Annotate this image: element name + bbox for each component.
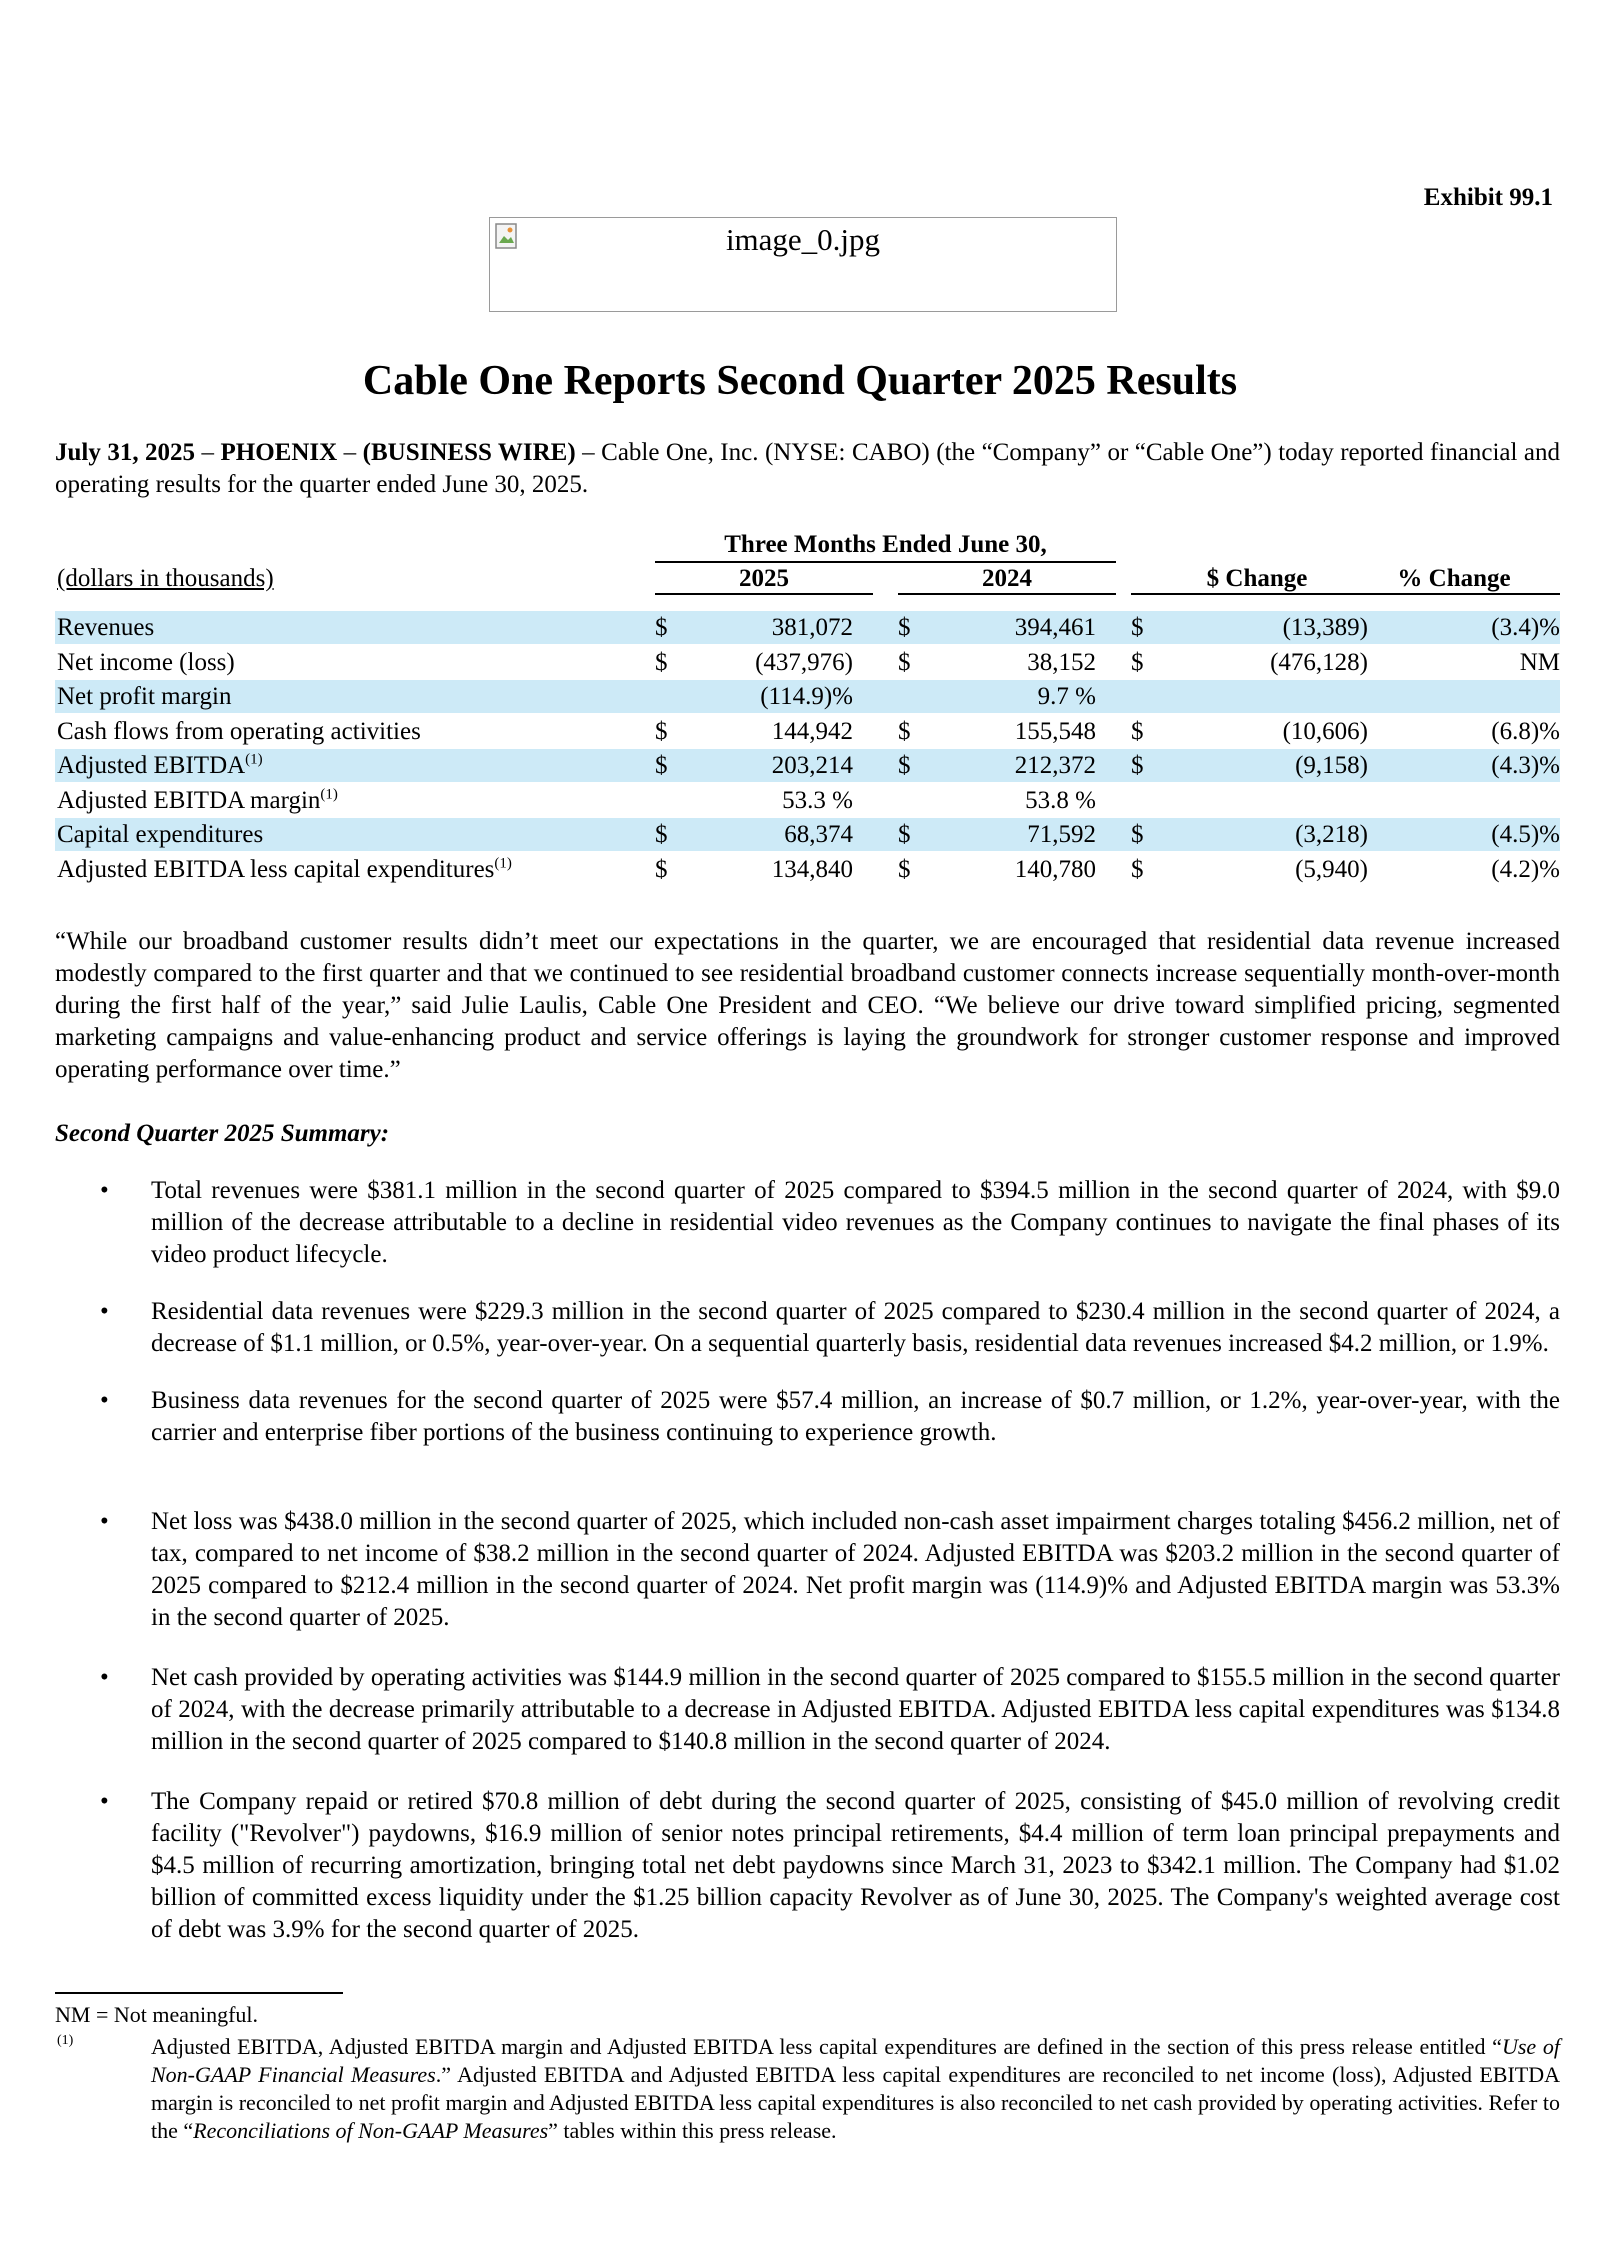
currency-2024: $ (898, 855, 911, 883)
value-2025: 53.3 % (782, 786, 853, 814)
ceo-quote: “While our broadband customer results didn’t meet our expectations in the quarter, we are encouraged that residential data revenue increased modestly compared to the first quarter and that we continued to see residential broadband customer connects increase sequentially month-over-month during the first half of the year,” said Julie Laulis, Cable One President and CEO. “We believe our drive toward simplified pricing, segmented marketing campaigns and value-enhancing product and service offerings is laying the groundwork for stronger customer response and improved operating performance over time.” (55, 928, 1560, 1083)
footnote-text (151, 2033, 1560, 2145)
column-header-dollar-change: $ Change (1131, 565, 1383, 595)
table-row (55, 784, 1560, 817)
intro-paragraph (55, 437, 1560, 501)
row-label-text: Revenues (57, 614, 155, 641)
currency-2024: $ (898, 752, 911, 779)
footnote-text-part: Adjusted EBITDA, Adjusted EBITDA margin and Adjusted EBITDA less capital expenditures are defined in the section of this press release entitled “ (151, 2034, 1502, 2059)
table-row (55, 749, 1560, 782)
value-2024: 38,152 (1027, 648, 1096, 676)
row-label-text: Adjusted EBITDA less capital expenditures (57, 855, 495, 883)
value-2024: 155,548 (1014, 717, 1096, 745)
table-header-row (55, 563, 1560, 593)
footnote-marker: (1) (57, 2033, 74, 2048)
list-item (55, 1385, 1560, 1449)
bullet-icon: • (100, 1508, 109, 1535)
footnote-nm: NM = Not meaningful. (55, 2002, 259, 2027)
bullet-text: The Company repaid or retired $70.8 million of debt during the second quarter of 2025, consisting of $45.0 million of revolving credit facility ("Revolver") paydowns, $16.9 million of senior notes principal retirements, $4.4 million of term loan principal prepayments and $4.5 million of recurring amortization, bringing total net debt paydowns since March 31, 2023 to $342.1 million. The Company had $1.02 billion of committed excess liquidity under the $1.25 billion capacity Revolver as of June 30, 2025. The Company's weighted average cost of debt was 3.9% for the second quarter of 2025. (151, 1788, 1560, 1943)
page-title: Cable One Reports Second Quarter 2025 Results (362, 358, 1238, 404)
value-2024: 9.7 % (1037, 683, 1096, 710)
currency-2024: $ (898, 717, 911, 745)
row-label-text: Capital expenditures (57, 821, 264, 848)
bullet-icon: • (100, 1387, 109, 1414)
dollar-change: (13,389) (1282, 614, 1368, 641)
row-label (57, 611, 154, 644)
currency-2024: $ (898, 648, 911, 676)
list-item (55, 1662, 1560, 1758)
bullet-text: Net cash provided by operating activities was $144.9 million in the second quarter of 2025 compared to $155.5 million in the second quarter of 2024, with the decrease primarily attributable to a decrease in Adjusted EBITDA. Adjusted EBITDA less capital expenditures was $134.8 million in the second quarter of 2025 compared to $140.8 million in the second quarter of 2024. (151, 1664, 1560, 1755)
footnote-reference: (1) (245, 751, 263, 768)
dateline-separator: – (195, 439, 221, 466)
footnote-table-reference: Reconciliations of Non-GAAP Measures (193, 2118, 549, 2143)
list-item (55, 1175, 1560, 1271)
row-label (57, 784, 338, 817)
row-label (57, 646, 235, 679)
row-label-text: Net income (loss) (57, 648, 235, 676)
company-logo-placeholder (489, 217, 1117, 312)
row-label (57, 715, 421, 748)
currency-2025: $ (655, 614, 668, 641)
footnote-text-part: ” tables within this press release. (548, 2118, 837, 2143)
list-item (55, 1786, 1560, 1946)
footnote-1 (55, 2033, 1560, 2145)
dateline-date: July 31, 2025 (55, 439, 196, 466)
dollar-change: (476,128) (1270, 648, 1368, 676)
value-2024: 140,780 (1014, 855, 1096, 883)
value-2024: 53.8 % (1025, 786, 1096, 814)
column-header-2024: 2024 (898, 565, 1116, 595)
row-label (57, 818, 263, 851)
percent-change: NM (1519, 648, 1560, 676)
column-header-2025: 2025 (655, 565, 873, 595)
currency-2025: $ (655, 752, 668, 779)
list-item (55, 1506, 1560, 1634)
row-label-text: Net profit margin (57, 683, 232, 710)
currency-change: $ (1131, 752, 1144, 779)
footnote-reference: (1) (494, 855, 512, 872)
table-row (55, 853, 1560, 886)
currency-2025: $ (655, 648, 668, 676)
bullet-text: Net loss was $438.0 million in the second quarter of 2025, which included non-cash asset impairment charges totaling $456.2 million, net of tax, compared to net income of $38.2 million in the second quarter of 2024. Adjusted EBITDA was $203.2 million in the second quarter of 2025 compared to $212.4 million in the second quarter of 2024. Net profit margin was (114.9)% and Adjusted EBITDA margin was 53.3% in the second quarter of 2025. (151, 1508, 1560, 1631)
value-2025: 68,374 (784, 821, 853, 848)
currency-2024: $ (898, 614, 911, 641)
value-2024: 71,592 (1027, 821, 1096, 848)
value-2025: (114.9)% (760, 683, 853, 710)
percent-change: (3.4)% (1491, 614, 1560, 641)
dateline-separator: – (337, 439, 363, 466)
table-row (55, 818, 1560, 851)
table-row (55, 646, 1560, 679)
bullet-text: Residential data revenues were $229.3 million in the second quarter of 2025 compared to $230.4 million in the second quarter of 2024, a decrease of $1.1 million, or 0.5%, year-over-year. On a sequential quarterly basis, residential data revenues increased $4.2 million, or 1.9%. (151, 1298, 1560, 1357)
row-label-text: Adjusted EBITDA (57, 752, 246, 779)
currency-2025: $ (655, 717, 668, 745)
footnote-divider (55, 1992, 343, 1994)
percent-change: (4.5)% (1491, 821, 1560, 848)
percent-change: (6.8)% (1491, 717, 1560, 745)
dateline-city: PHOENIX (220, 439, 338, 466)
bullet-text: Business data revenues for the second quarter of 2025 were $57.4 million, an increase of $0.7 million, or 1.2%, year-over-year, with the carrier and enterprise fiber portions of the business continuing to experience growth. (151, 1387, 1560, 1446)
bullet-icon: • (100, 1177, 109, 1204)
value-2025: 381,072 (771, 614, 853, 641)
bullet-icon: • (100, 1664, 109, 1691)
table-row (55, 715, 1560, 748)
dateline-source: (BUSINESS WIRE) (362, 439, 576, 466)
footnote-reference: (1) (320, 786, 338, 803)
currency-change: $ (1131, 821, 1144, 848)
bullet-icon: • (100, 1788, 109, 1815)
row-label (57, 680, 232, 713)
footnote-text-part: .” Adjusted EBITDA and Adjusted EBITDA less capital expenditures are reconciled to net income (loss), Adjusted EBITDA margin is reconciled to net profit margin and Adjusted EBITDA less capital expenditures is also reconciled to net cash provided by operating activities. Refer to the “ (151, 2062, 1560, 2143)
value-2024: 212,372 (1014, 752, 1096, 779)
value-2025: 134,840 (771, 855, 853, 883)
dollar-change: (3,218) (1295, 821, 1368, 848)
row-label-text: Cash flows from operating activities (57, 717, 421, 745)
percent-change: (4.3)% (1491, 752, 1560, 779)
list-item (55, 1296, 1560, 1360)
bullet-icon: • (100, 1298, 109, 1325)
currency-change: $ (1131, 614, 1144, 641)
dollar-change: (5,940) (1295, 855, 1368, 883)
currency-change: $ (1131, 717, 1144, 745)
table-row (55, 680, 1560, 713)
footnote-section-reference: Use of Non-GAAP Financial Measures (151, 2034, 1560, 2087)
currency-2024: $ (898, 821, 911, 848)
column-header-percent-change: % Change (1348, 565, 1560, 595)
value-2024: 394,461 (1014, 614, 1096, 641)
currency-change: $ (1131, 855, 1144, 883)
currency-2025: $ (655, 855, 668, 883)
value-2025: (437,976) (755, 648, 853, 676)
bullet-text: Total revenues were $381.1 million in the second quarter of 2025 compared to $394.5 million in the second quarter of 2024, with $9.0 million of the decrease attributable to a decline in residential video revenues as the Company continues to navigate the final phases of its video product lifecycle. (151, 1177, 1560, 1268)
period-header: Three Months Ended June 30, (655, 531, 1116, 563)
value-2025: 144,942 (771, 717, 853, 745)
summary-heading: Second Quarter 2025 Summary: (55, 1120, 390, 1147)
percent-change: (4.2)% (1491, 855, 1560, 883)
dollar-change: (9,158) (1295, 752, 1368, 779)
intro-text: – Cable One, Inc. (NYSE: CABO) (the “Company” or “Cable One”) today reported financial and operating results for the quarter ended June 30, 2025. (55, 439, 1560, 498)
exhibit-number: Exhibit 99.1 (1423, 184, 1553, 211)
image-alt-text: image_0.jpg (725, 222, 881, 257)
row-label-text: Adjusted EBITDA margin (57, 786, 321, 814)
table-row (55, 611, 1560, 644)
row-label (57, 749, 263, 782)
row-label (57, 853, 512, 886)
dollar-change: (10,606) (1282, 717, 1368, 745)
value-2025: 203,214 (771, 752, 853, 779)
currency-change: $ (1131, 648, 1144, 676)
units-label: (dollars in thousands) (57, 565, 274, 592)
currency-2025: $ (655, 821, 668, 848)
